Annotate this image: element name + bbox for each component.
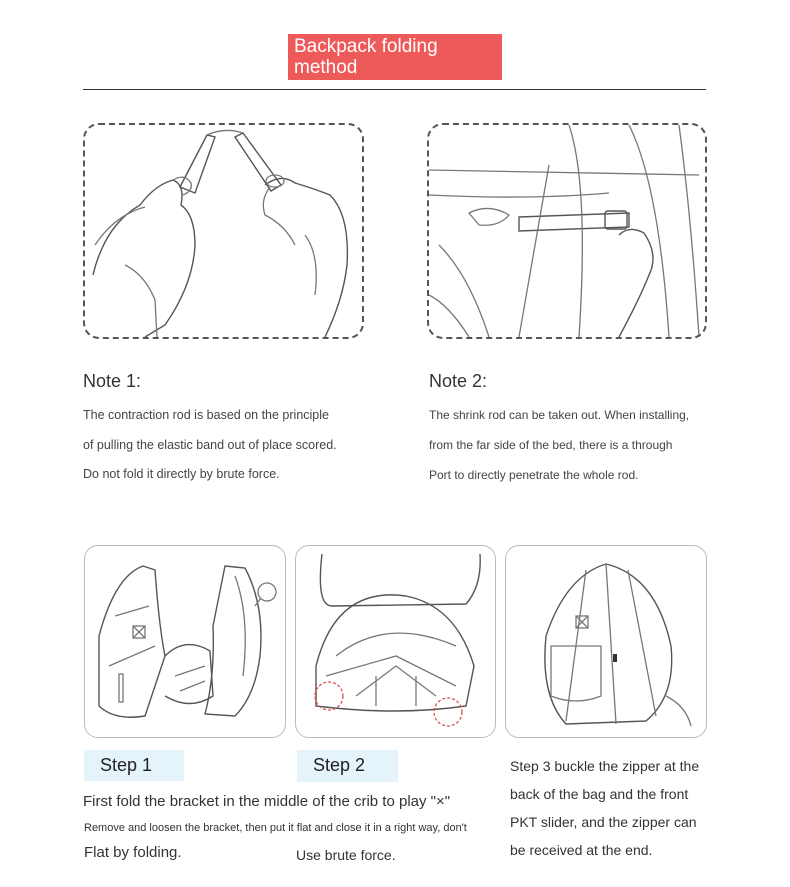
- hands-bending-rod-illustration: [83, 123, 364, 339]
- step-2-tail: Use brute force.: [296, 847, 396, 863]
- step-2-illustration: [295, 545, 496, 738]
- step-3-illustration: [505, 545, 707, 738]
- note-1-line-2: of pulling the elastic band out of place scored.: [83, 438, 337, 452]
- step-1-illustration: [84, 545, 286, 738]
- step-2-label: Step 2: [297, 750, 398, 782]
- step-1-instruction: Remove and loosen the bracket, then put it flat and close it in a right way, don't: [84, 822, 467, 834]
- step-1-description: First fold the bracket in the middle of the crib to play "×": [83, 793, 451, 810]
- note-1-heading: Note 1:: [83, 371, 142, 391]
- header-divider: [83, 89, 706, 90]
- note-1-line-1: The contraction rod is based on the principle: [83, 408, 329, 422]
- step-1-label: Step 1: [84, 750, 184, 781]
- step-1-tail: Flat by folding.: [84, 844, 182, 861]
- step-3-line-1: Step 3 buckle the zipper at the: [510, 758, 700, 774]
- note-2-line-1: The shrink rod can be taken out. When installing,: [429, 408, 690, 422]
- step-3-line-4: be received at the end.: [510, 842, 653, 858]
- note-2-line-2: from the far side of the bed, there is a through: [429, 438, 673, 452]
- note-2-heading: Note 2:: [429, 371, 488, 391]
- step-3-line-3: PKT slider, and the zipper can: [510, 814, 697, 830]
- step-3-line-2: back of the bag and the front: [510, 786, 689, 802]
- note-1-line-3: Do not fold it directly by brute force.: [83, 467, 280, 481]
- note-2-line-3: Port to directly penetrate the whole rod.: [429, 468, 639, 482]
- rod-insertion-illustration: [427, 123, 707, 339]
- page-title: Backpack folding method: [288, 34, 502, 80]
